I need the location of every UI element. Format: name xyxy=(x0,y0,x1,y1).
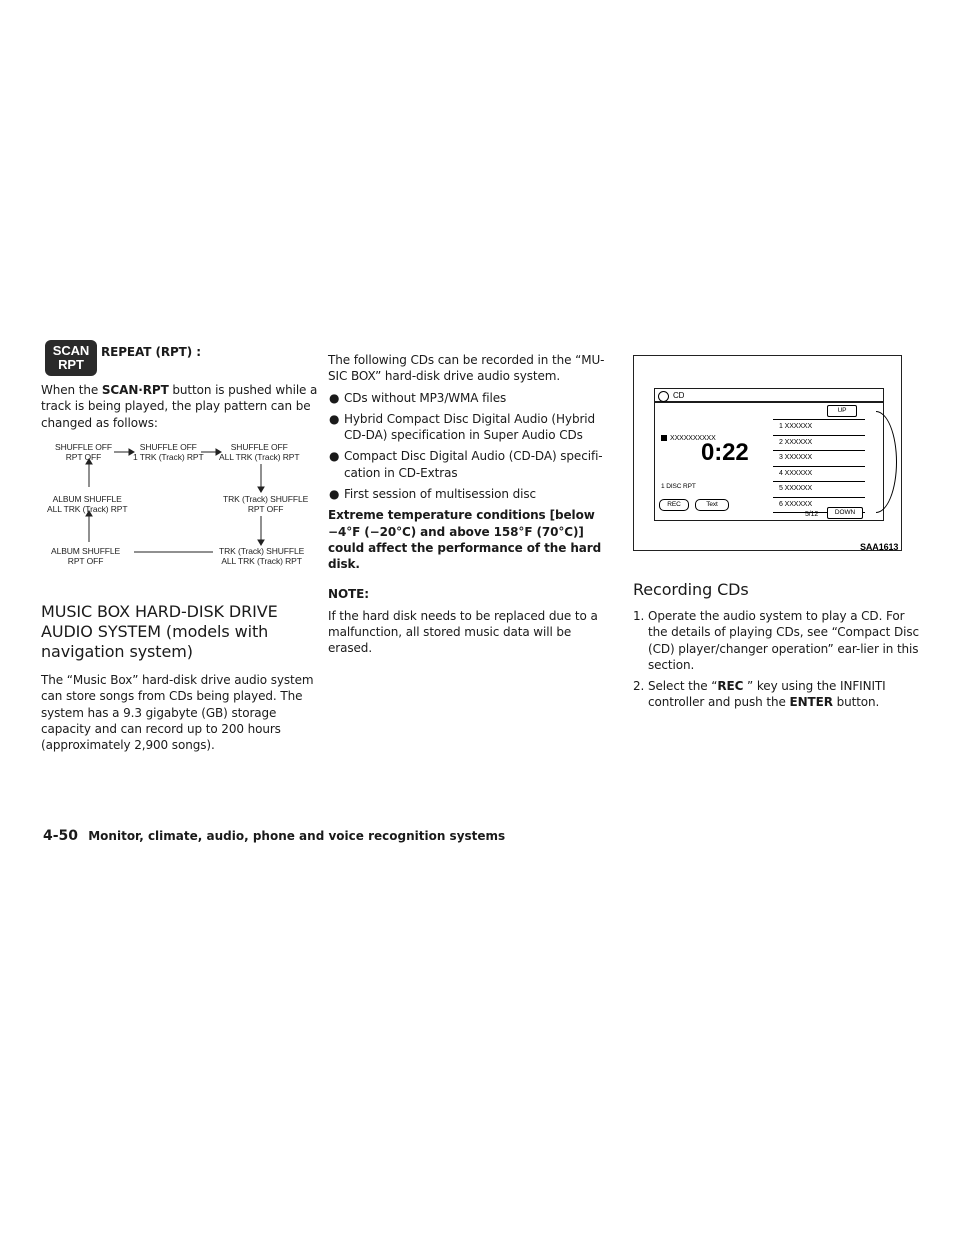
repeat-flow-diagram xyxy=(41,438,321,588)
track-list-item[interactable]: 3 XXXXXX xyxy=(773,451,865,467)
flow-node-1trk-rpt: SHUFFLE OFF 1 TRK (Track) RPT xyxy=(133,442,204,462)
recording-step-1: 1. Operate the audio system to play a CD. For the details of playing CDs, see “Compact Disc (CD) player/changer operation” ear-lier in this section. xyxy=(633,609,920,672)
cd-types-intro: The following CDs can be recorded in the “MU-SIC BOX” hard-disk drive audio system. xyxy=(328,353,605,384)
track-list-item[interactable]: 4 XXXXXX xyxy=(773,467,865,483)
cd-type-item: ● CDs without MP3/WMA files xyxy=(329,390,507,405)
recording-step-2: 2. Select the “REC ” key using the INFINITI controller and push the ENTER button. xyxy=(633,679,886,710)
scan-rpt-button-icon xyxy=(45,340,97,376)
flow-node-album-shuffle-rpt-off: ALBUM SHUFFLE RPT OFF xyxy=(51,546,121,566)
flow-node-trk-shuffle-all-trk: TRK (Track) SHUFFLE ALL TRK (Track) RPT xyxy=(219,546,305,566)
repeat-intro xyxy=(41,382,321,431)
figure-label: SAA1613 xyxy=(860,542,899,552)
intro-button-name: SCAN·RPT xyxy=(101,383,169,397)
middle-column xyxy=(328,352,612,657)
down-button[interactable]: DOWN xyxy=(827,507,863,519)
cd-type-item: ● Hybrid Compact Disc Digital Audio (Hybrid CD-DA) specification in Super Audio CDs xyxy=(329,411,596,443)
badge-line-2: RPT xyxy=(58,357,84,372)
page-number: 4-50 xyxy=(43,828,79,844)
screen-source-label: CD xyxy=(673,391,685,400)
flow-node-album-shuffle-all-trk: ALBUM SHUFFLE ALL TRK (Track) RPT xyxy=(47,494,128,514)
flow-node-shuffle-off-rpt-off: SHUFFLE OFF RPT OFF xyxy=(55,442,112,462)
recording-steps xyxy=(633,608,923,716)
note-body: If the hard disk needs to be replaced due to a malfunction, all stored music data will be erased. xyxy=(328,608,598,656)
rec-button[interactable]: REC xyxy=(659,499,689,511)
cd-screen-figure xyxy=(633,355,902,551)
section-title: MUSIC BOX HARD-DISK DRIVE AUDIO SYSTEM (models with navigation system) xyxy=(41,602,278,661)
page-footer xyxy=(43,828,505,844)
recording-title: Recording CDs xyxy=(633,580,749,599)
badge-line-1: SCAN xyxy=(52,343,90,358)
track-list-item[interactable]: 2 XXXXXX xyxy=(773,436,865,452)
bullet-icon: ● xyxy=(329,390,340,405)
bullet-icon: ● xyxy=(329,411,340,426)
flow-node-all-trk-rpt: SHUFFLE OFF ALL TRK (Track) RPT xyxy=(219,442,300,462)
up-button[interactable]: UP xyxy=(827,405,857,417)
screen-body xyxy=(654,402,884,521)
flow-node-trk-shuffle-rpt-off: TRK (Track) SHUFFLE RPT OFF xyxy=(223,494,309,514)
temperature-warning: Extreme temperature conditions [below −4°F (−20°C) and above 158°F (70°C)] could affect the performance of the hard disk. xyxy=(328,508,602,572)
note-heading: NOTE: xyxy=(328,586,369,601)
elapsed-time: 0:22 xyxy=(701,439,749,466)
text-button[interactable]: Text xyxy=(695,499,729,511)
cd-type-item: ● Compact Disc Digital Audio (CD-DA) specifi-cation in CD-Extras xyxy=(329,449,603,480)
page-indicator: 5/12 xyxy=(805,511,819,518)
footer-title: Monitor, climate, audio, phone and voice recognition systems xyxy=(88,829,506,843)
screen-header xyxy=(654,388,884,402)
repeat-mode-label: 1 DISC RPT xyxy=(661,483,696,490)
bullet-icon: ● xyxy=(329,449,340,464)
track-list-item[interactable]: 1 XXXXXX xyxy=(773,419,865,436)
repeat-heading: REPEAT (RPT) : xyxy=(101,345,201,359)
section-body: The “Music Box” hard-disk drive audio system can store songs from CDs being played. The system has a 9.3 gigabyte (GB) storage capacity and can record up to 200 hours (approximately 2,900 songs). xyxy=(41,673,314,753)
intro-post: button is pushed while a track is being played, the play pattern can be changed as follows: xyxy=(41,383,318,430)
cd-type-item: ● First session of multisession disc xyxy=(329,487,536,502)
cd-disc-icon xyxy=(658,391,669,402)
cd-types-list xyxy=(328,390,612,503)
cd-screen xyxy=(654,388,884,521)
bullet-icon: ● xyxy=(329,487,340,502)
intro-pre: When the xyxy=(41,383,99,397)
track-list xyxy=(773,419,865,513)
current-track-name: XXXXXXXXXX xyxy=(661,431,716,447)
track-list-item[interactable]: 5 XXXXXX xyxy=(773,482,865,498)
track-list-item[interactable]: 6 XXXXXX xyxy=(773,498,865,514)
